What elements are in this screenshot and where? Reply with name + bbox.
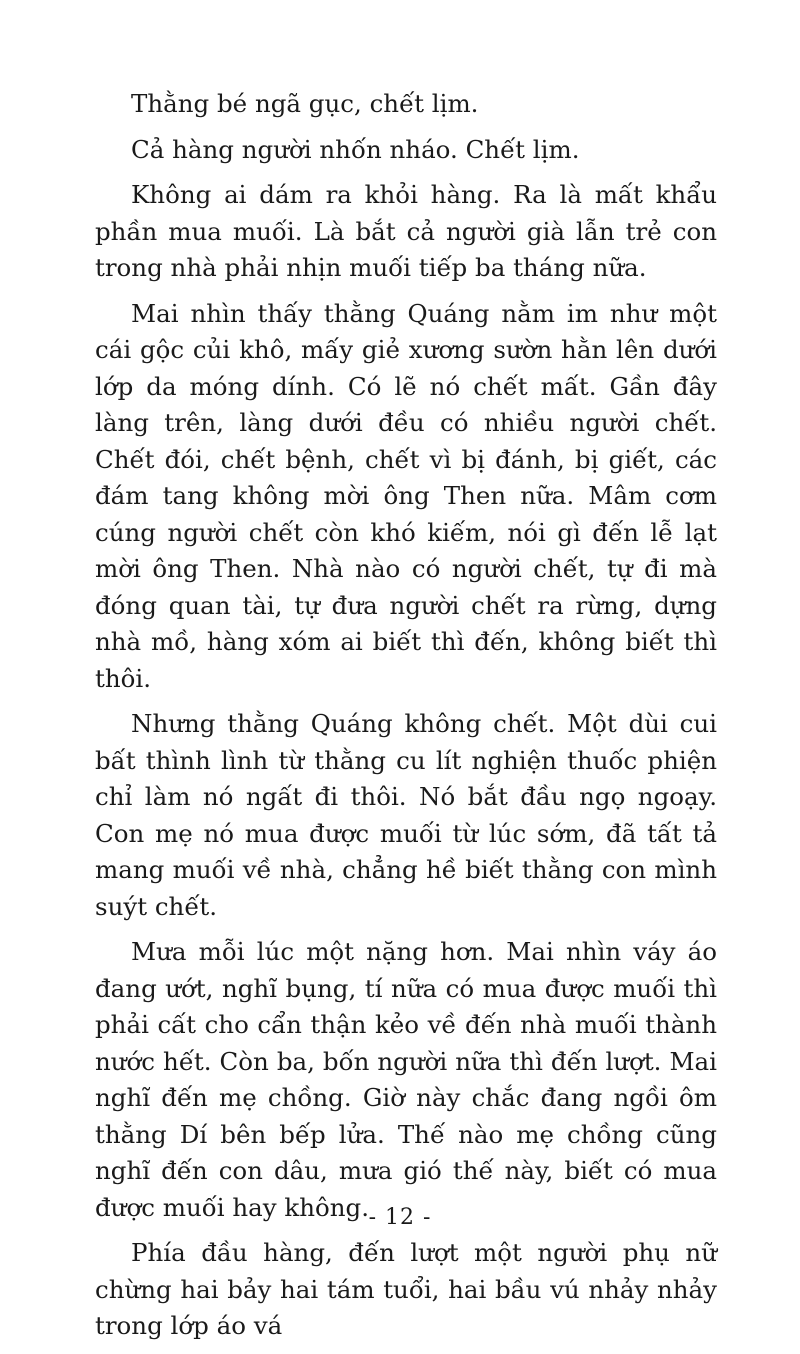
paragraph-5: Nhưng thằng Quáng không chết. Một dùi cui bất thình lình từ thằng cu lít nghiện thuốc phiện chỉ làm nó ngất đi thôi. Nó bắt đầu ngọ ngoạy. Con mẹ nó mua được muối từ lúc sớm, đã tất tả mang muối về nhà, chẳng hề biết thằng con mình suýt chết.: [95, 709, 717, 921]
paragraph-4: Mai nhìn thấy thằng Quáng nằm im như một cái gộc củi khô, mấy giẻ xương sườn hằn lên dưới lớp da móng dính. Có lẽ nó chết mất. Gần đây làng trên, làng dưới đều có nhiều người chết. Chết đói, chết bệnh, chết vì bị đánh, bị giết, các đám tang không mời ông Then nữa. Mâm cơm cúng người chết còn khó kiếm, nói gì đến lễ lạt mời ông Then. Nhà nào có người chết, tự đi mà đóng quan tài, tự đưa người chết ra rừng, dựng nhà mồ, hàng xóm ai biết thì đến, không biết thì thôi.: [95, 298, 717, 693]
paragraph-7: Phía đầu hàng, đến lượt một người phụ nữ chừng hai bảy hai tám tuổi, hai bầu vú nhảy nhảy trong lớp áo vá: [95, 1238, 717, 1340]
paragraph-2: Cả hàng người nhốn nháo. Chết lịm.: [131, 134, 580, 164]
paragraph-3: Không ai dám ra khỏi hàng. Ra là mất khẩu phần mua muối. Là bắt cả người già lẫn trẻ con trong nhà phải nhịn muối tiếp ba tháng nữa.: [95, 180, 717, 282]
paragraph-6: Mưa mỗi lúc một nặng hơn. Mai nhìn váy áo đang ướt, nghĩ bụng, tí nữa có mua được muối thì phải cất cho cẩn thận kẻo về đến nhà muối thành nước hết. Còn ba, bốn người nữa thì đến lượt. Mai nghĩ đến mẹ chồng. Giờ này chắc đang ngồi ôm thằng Dí bên bếp lửa. Thế nào mẹ chồng cũng nghĩ đến con dâu, mưa gió thế này, biết có mua được muối hay không.: [95, 937, 717, 1222]
paragraph-1: Thằng bé ngã gục, chết lịm.: [131, 89, 479, 118]
body-text: [95, 86, 717, 1354]
page-number: - 12 -: [368, 1205, 432, 1230]
